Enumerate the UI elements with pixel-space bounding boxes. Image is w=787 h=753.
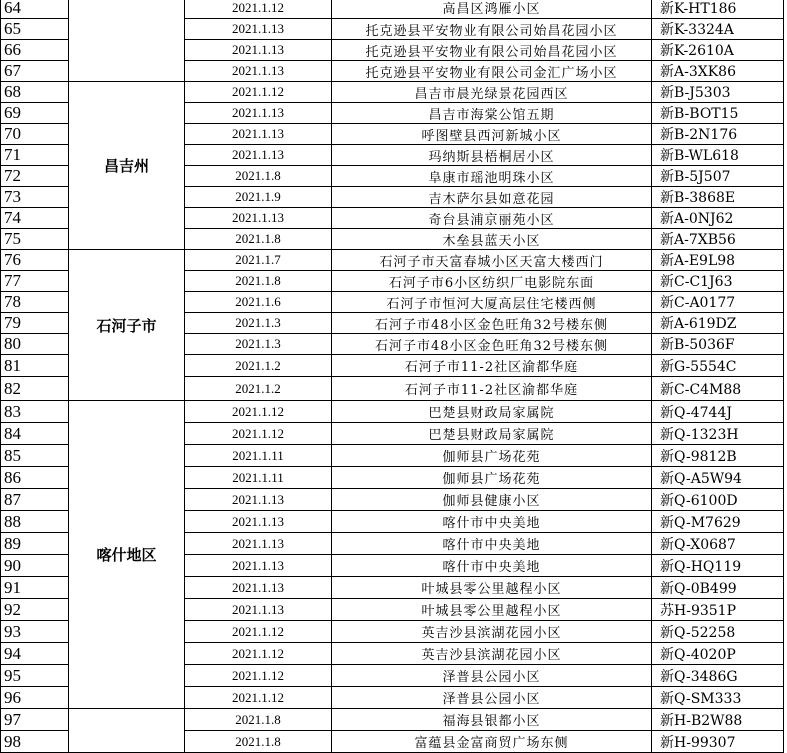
plate-cell: 苏H-9351P xyxy=(652,599,784,621)
plate-cell: 新B-J5303 xyxy=(652,82,784,103)
plate-cell: 新G-5554C xyxy=(652,355,784,377)
address-cell: 玛纳斯县梧桐居小区 xyxy=(332,145,652,166)
plate-cell: 新Q-6100D xyxy=(652,489,784,511)
row-number: 75 xyxy=(1,229,69,250)
plate-cell: 新Q-A5W94 xyxy=(652,467,784,489)
row-number: 98 xyxy=(1,731,69,753)
region-cell-empty xyxy=(69,709,185,753)
date-cell: 2021.1.12 xyxy=(185,401,332,423)
date-cell: 2021.1.13 xyxy=(185,577,332,599)
address-cell: 伽师县健康小区 xyxy=(332,489,652,511)
address-cell: 吉木萨尔县如意花园 xyxy=(332,187,652,208)
row-number: 68 xyxy=(1,82,69,103)
date-cell: 2021.1.8 xyxy=(185,166,332,187)
date-cell: 2021.1.3 xyxy=(185,334,332,355)
row-number: 97 xyxy=(1,709,69,731)
date-cell: 2021.1.13 xyxy=(185,103,332,124)
address-cell: 石河子市6小区纺织厂电影院东面 xyxy=(332,271,652,292)
date-cell: 2021.1.13 xyxy=(185,511,332,533)
plate-cell: 新A-E9L98 xyxy=(652,250,784,271)
date-cell: 2021.1.8 xyxy=(185,229,332,250)
date-cell: 2021.1.6 xyxy=(185,292,332,313)
row-number: 78 xyxy=(1,292,69,313)
address-cell: 高昌区鸿雁小区 xyxy=(332,0,652,19)
address-cell: 阜康市瑶池明珠小区 xyxy=(332,166,652,187)
row-number: 71 xyxy=(1,145,69,166)
row-number: 72 xyxy=(1,166,69,187)
plate-cell: 新A-7XB56 xyxy=(652,229,784,250)
date-cell: 2021.1.12 xyxy=(185,687,332,709)
plate-cell: 新Q-M7629 xyxy=(652,511,784,533)
plate-cell: 新C-A0177 xyxy=(652,292,784,313)
plate-cell: 新B-2N176 xyxy=(652,124,784,145)
row-number: 88 xyxy=(1,511,69,533)
address-cell: 巴楚县财政局家属院 xyxy=(332,423,652,445)
row-number: 74 xyxy=(1,208,69,229)
row-number: 69 xyxy=(1,103,69,124)
row-number: 85 xyxy=(1,445,69,467)
plate-cell: 新Q-1323H xyxy=(652,423,784,445)
date-cell: 2021.1.11 xyxy=(185,445,332,467)
date-cell: 2021.1.13 xyxy=(185,489,332,511)
row-number: 65 xyxy=(1,19,69,40)
date-cell: 2021.1.13 xyxy=(185,145,332,166)
plate-cell: 新Q-HQ119 xyxy=(652,555,784,577)
address-cell: 富蕴县金富商贸广场东侧 xyxy=(332,731,652,753)
row-number: 84 xyxy=(1,423,69,445)
row-number: 92 xyxy=(1,599,69,621)
row-number: 70 xyxy=(1,124,69,145)
plate-cell: 新B-5J507 xyxy=(652,166,784,187)
date-cell: 2021.1.8 xyxy=(185,709,332,731)
row-number: 76 xyxy=(1,250,69,271)
region-cell-changji: 昌吉州 xyxy=(69,82,185,250)
address-cell: 托克逊县平安物业有限公司始昌花园小区 xyxy=(332,19,652,40)
row-number: 67 xyxy=(1,61,69,82)
date-cell: 2021.1.12 xyxy=(185,621,332,643)
row-number: 91 xyxy=(1,577,69,599)
row-number: 79 xyxy=(1,313,69,334)
date-cell: 2021.1.2 xyxy=(185,377,332,401)
row-number: 96 xyxy=(1,687,69,709)
date-cell: 2021.1.12 xyxy=(185,82,332,103)
plate-cell: 新Q-52258 xyxy=(652,621,784,643)
plate-cell: 新C-C1J63 xyxy=(652,271,784,292)
plate-cell: 新B-5036F xyxy=(652,334,784,355)
date-cell: 2021.1.13 xyxy=(185,61,332,82)
plate-cell: 新Q-0B499 xyxy=(652,577,784,599)
region-cell-empty xyxy=(69,0,185,82)
plate-cell: 新B-BOT15 xyxy=(652,103,784,124)
plate-cell: 新K-HT186 xyxy=(652,0,784,19)
address-cell: 石河子市11-2社区渝都华庭 xyxy=(332,377,652,401)
date-cell: 2021.1.12 xyxy=(185,665,332,687)
date-cell: 2021.1.11 xyxy=(185,467,332,489)
plate-cell: 新A-619DZ xyxy=(652,313,784,334)
address-cell: 叶城县零公里越程小区 xyxy=(332,577,652,599)
address-cell: 托克逊县平安物业有限公司始昌花园小区 xyxy=(332,40,652,61)
row-number: 80 xyxy=(1,334,69,355)
address-cell: 英吉沙县滨湖花园小区 xyxy=(332,621,652,643)
address-cell: 昌吉市晨光绿景花园西区 xyxy=(332,82,652,103)
plate-cell: 新H-99307 xyxy=(652,731,784,753)
row-number: 87 xyxy=(1,489,69,511)
address-cell: 喀什市中央美地 xyxy=(332,555,652,577)
address-cell: 呼图壁县西河新城小区 xyxy=(332,124,652,145)
plate-cell: 新A-3XK86 xyxy=(652,61,784,82)
row-number: 89 xyxy=(1,533,69,555)
plate-cell: 新Q-4020P xyxy=(652,643,784,665)
plate-cell: 新Q-SM333 xyxy=(652,687,784,709)
address-cell: 巴楚县财政局家属院 xyxy=(332,401,652,423)
date-cell: 2021.1.13 xyxy=(185,124,332,145)
address-cell: 石河子市48小区金色旺角32号楼东侧 xyxy=(332,313,652,334)
table-row xyxy=(1,709,784,731)
row-number: 95 xyxy=(1,665,69,687)
date-cell: 2021.1.12 xyxy=(185,423,332,445)
plate-cell: 新H-B2W88 xyxy=(652,709,784,731)
date-cell: 2021.1.13 xyxy=(185,19,332,40)
date-cell: 2021.1.7 xyxy=(185,250,332,271)
address-cell: 泽普县公园小区 xyxy=(332,665,652,687)
address-cell: 泽普县公园小区 xyxy=(332,687,652,709)
plate-cell: 新Q-3486G xyxy=(652,665,784,687)
address-cell: 木垒县蓝天小区 xyxy=(332,229,652,250)
plate-cell: 新A-0NJ62 xyxy=(652,208,784,229)
plate-cell: 新Q-4744J xyxy=(652,401,784,423)
row-number: 90 xyxy=(1,555,69,577)
address-cell: 英吉沙县滨湖花园小区 xyxy=(332,643,652,665)
date-cell: 2021.1.13 xyxy=(185,208,332,229)
address-cell: 奇台县浦京丽苑小区 xyxy=(332,208,652,229)
date-cell: 2021.1.13 xyxy=(185,599,332,621)
row-number: 93 xyxy=(1,621,69,643)
date-cell: 2021.1.13 xyxy=(185,555,332,577)
address-cell: 托克逊县平安物业有限公司金汇广场小区 xyxy=(332,61,652,82)
row-number: 86 xyxy=(1,467,69,489)
table-row xyxy=(1,401,784,423)
plate-cell: 新K-3324A xyxy=(652,19,784,40)
date-cell: 2021.1.13 xyxy=(185,40,332,61)
row-number: 82 xyxy=(1,377,69,401)
row-number: 83 xyxy=(1,401,69,423)
row-number: 94 xyxy=(1,643,69,665)
date-cell: 2021.1.2 xyxy=(185,355,332,377)
date-cell: 2021.1.8 xyxy=(185,731,332,753)
date-cell: 2021.1.9 xyxy=(185,187,332,208)
address-cell: 石河子市天富春城小区天富大楼西门 xyxy=(332,250,652,271)
address-cell: 石河子市恒河大厦高层住宅楼西侧 xyxy=(332,292,652,313)
row-number: 64 xyxy=(1,0,69,19)
plate-cell: 新B-WL618 xyxy=(652,145,784,166)
date-cell: 2021.1.13 xyxy=(185,533,332,555)
plate-cell: 新B-3868E xyxy=(652,187,784,208)
address-cell: 伽师县广场花苑 xyxy=(332,445,652,467)
table-row xyxy=(1,82,784,103)
plate-cell: 新Q-X0687 xyxy=(652,533,784,555)
date-cell: 2021.1.3 xyxy=(185,313,332,334)
plate-cell: 新K-2610A xyxy=(652,40,784,61)
address-cell: 喀什市中央美地 xyxy=(332,533,652,555)
row-number: 81 xyxy=(1,355,69,377)
address-cell: 昌吉市海棠公馆五期 xyxy=(332,103,652,124)
records-table-body xyxy=(1,0,784,753)
row-number: 77 xyxy=(1,271,69,292)
plate-cell: 新C-C4M88 xyxy=(652,377,784,401)
address-cell: 叶城县零公里越程小区 xyxy=(332,599,652,621)
row-number: 73 xyxy=(1,187,69,208)
address-cell: 石河子市11-2社区渝都华庭 xyxy=(332,355,652,377)
row-number: 66 xyxy=(1,40,69,61)
date-cell: 2021.1.12 xyxy=(185,643,332,665)
address-cell: 伽师县广场花苑 xyxy=(332,467,652,489)
table-row xyxy=(1,250,784,271)
date-cell: 2021.1.12 xyxy=(185,0,332,19)
address-cell: 福海县银都小区 xyxy=(332,709,652,731)
plate-cell: 新Q-9812B xyxy=(652,445,784,467)
date-cell: 2021.1.8 xyxy=(185,271,332,292)
address-cell: 石河子市48小区金色旺角32号楼东侧 xyxy=(332,334,652,355)
table-row xyxy=(1,0,784,19)
region-cell-kashi: 喀什地区 xyxy=(69,401,185,709)
address-cell: 喀什市中央美地 xyxy=(332,511,652,533)
region-cell-shihezi: 石河子市 xyxy=(69,250,185,401)
